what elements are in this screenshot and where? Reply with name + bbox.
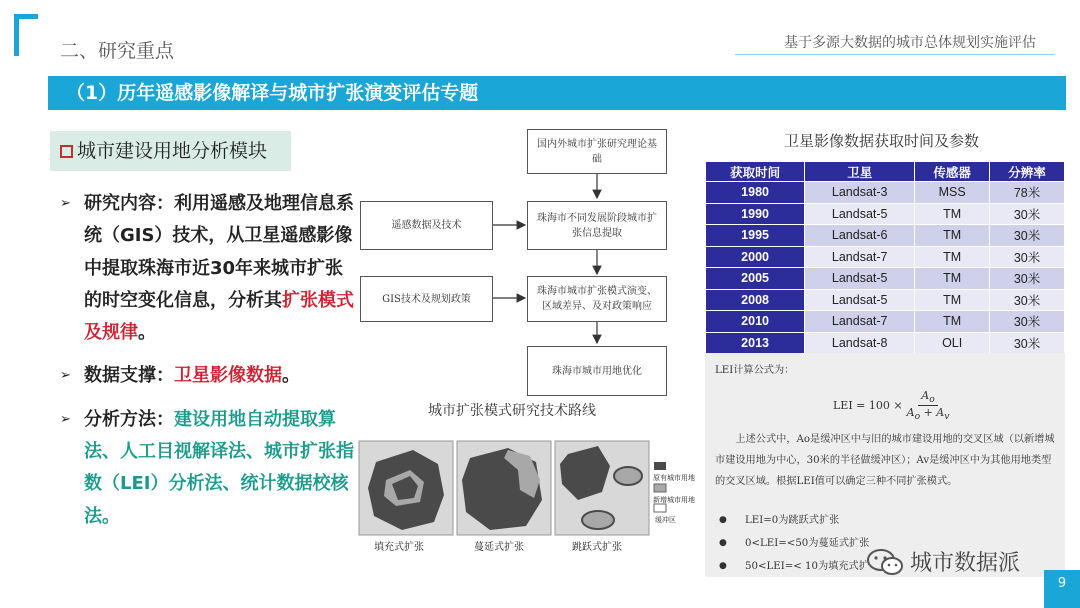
cell-satellite: Landsat-7 [805,246,915,268]
den-symbol: A [906,406,915,420]
num-sub: o [929,394,935,406]
expansion-pattern-figure [358,440,695,553]
cell-resolution: 30米 [990,332,1065,354]
flow-box-evolution: 珠海市城市扩张模式演变、区域差异、及对政策响应 [527,276,667,322]
arrow-bullet-icon: ➢ [60,196,71,211]
flow-box-gis: GIS技术及规划政策 [360,276,493,322]
cell-resolution: 30米 [990,311,1065,333]
formula-denominator [907,406,950,422]
analysis-method-value: 建设用地自动提取算法、人工目视解译法、城市扩张指数（LEI）分析法、统计数据校核法。 [84,408,354,527]
cell-year: 2005 [706,268,805,290]
cell-year: 1990 [706,203,805,225]
lei-rule-3: ● 50<LEI=< 10为填充式扩 [715,555,869,578]
label-leapfrog-expansion: 跳跃式扩张 [572,542,622,553]
research-content-end: 。 [138,322,156,344]
label-infill-expansion: 填充式扩张 [374,542,424,553]
cell-resolution: 30米 [990,246,1065,268]
table-row [706,268,1065,290]
cell-resolution: 30米 [990,268,1065,290]
col-header-satellite: 卫星 [805,162,915,182]
den-sub1: o [914,411,921,423]
flowchart-caption: 城市扩张模式研究技术路线 [428,403,596,419]
legend-new: 新增城市用地 [653,496,695,504]
den-sub2: v [944,411,950,423]
satellite-table-title: 卫星影像数据获取时间及参数 [784,132,980,150]
cell-sensor: TM [915,246,990,268]
cell-resolution: 30米 [990,289,1065,311]
analysis-method-label: 分析方法： [84,408,174,430]
formula-numerator [918,389,937,406]
cell-sensor: TM [915,311,990,333]
cell-sensor: MSS [915,182,990,204]
research-content-text: 利用遥感及地理信息系统（GIS）技术，从卫星遥感影像中提取珠海市近30年来城市扩张的时空变化信息，分析其 [84,193,354,311]
data-support-label: 数据支撑： [84,365,174,387]
label-edge-expansion: 蔓延式扩张 [474,542,524,553]
cell-year: 2008 [706,289,805,311]
satellite-data-table [705,161,1065,354]
section-title: 二、研究重点 [60,40,175,62]
table-row [706,311,1065,333]
cell-satellite: Landsat-8 [805,332,915,354]
cell-sensor: TM [915,203,990,225]
research-content-highlight: 扩张模式及规律 [84,289,354,344]
cell-year: 2000 [706,246,805,268]
cell-resolution: 78米 [990,182,1065,204]
cell-satellite: Landsat-5 [805,289,915,311]
cell-resolution: 30米 [990,203,1065,225]
watermark [866,546,1020,577]
cell-year: 2010 [706,311,805,333]
arrow-bullet-icon: ➢ [60,411,71,427]
num-symbol: A [921,389,930,402]
flow-box-remote-sensing: 遥感数据及技术 [360,201,493,250]
table-row [706,332,1065,354]
legend-buffer: 缓冲区 [655,516,676,524]
col-header-sensor: 传感器 [915,162,990,182]
flow-box-optimization: 珠海市城市用地优化 [527,346,667,396]
lei-rule-1: ● LEI=0为跳跃式扩张 [715,509,869,532]
research-content-label: 研究内容： [84,193,174,214]
flow-box-extraction: 珠海市不同发展阶段城市扩张信息提取 [527,201,667,250]
data-support-end: 。 [282,365,300,387]
table-header-row [706,162,1065,182]
lei-formula-panel [705,353,1065,577]
cell-sensor: OLI [915,332,990,354]
arrow-bullet-icon: ➢ [60,368,71,384]
cell-satellite: Landsat-3 [805,182,915,204]
cell-sensor: TM [915,289,990,311]
topic-banner: （1）历年遥感影像解译与城市扩张演变评估专题 [48,76,1066,110]
den-plus: + A [920,406,945,420]
lei-heading: LEI计算公式为： [715,365,795,376]
module-label-text: 城市建设用地分析模块 [77,140,268,162]
col-header-resolution: 分辨率 [990,162,1065,182]
cell-satellite: Landsat-5 [805,203,915,225]
flow-box-theory: 国内外城市扩张研究理论基础 [527,129,667,174]
cell-year: 2013 [706,332,805,354]
cell-resolution: 30米 [990,225,1065,247]
table-row [706,225,1065,247]
cell-sensor: TM [915,225,990,247]
formula-lhs: LEI = 100 × [833,399,903,413]
lei-rule-2: ● 0<LEI=<50为蔓延式扩张 [715,532,869,555]
lei-formula [833,389,949,422]
document-title: 基于多源大数据的城市总体规划实施评估 [784,35,1036,51]
formula-fraction [907,389,950,422]
table-row [706,289,1065,311]
cell-year: 1995 [706,225,805,247]
cell-satellite: Landsat-6 [805,225,915,247]
legend-existing: 原有城市用地 [653,474,695,482]
data-support-value: 卫星影像数据 [174,365,282,387]
watermark-text: 城市数据派 [910,551,1021,576]
cell-year: 1980 [706,182,805,204]
cell-satellite: Landsat-7 [805,311,915,333]
table-row [706,203,1065,225]
expansion-pattern-illustration [358,440,684,552]
page-number: 9 [1044,570,1080,608]
cell-satellite: Landsat-5 [805,268,915,290]
lei-description: 上述公式中，Ao是缓冲区中与旧的城市建设用地的交叉区域（以新增城市建设用地为中心，30米的半径做缓冲区）；Av是缓冲区中为其他用地类型的交叉区域。根据LEI值可以确定三种不同扩张模式。 [715,434,1055,487]
cell-sensor: TM [915,268,990,290]
col-header-time: 获取时间 [706,162,805,182]
lei-rules [715,509,869,578]
table-row [706,182,1065,204]
wechat-icon [866,547,904,577]
table-row [706,246,1065,268]
